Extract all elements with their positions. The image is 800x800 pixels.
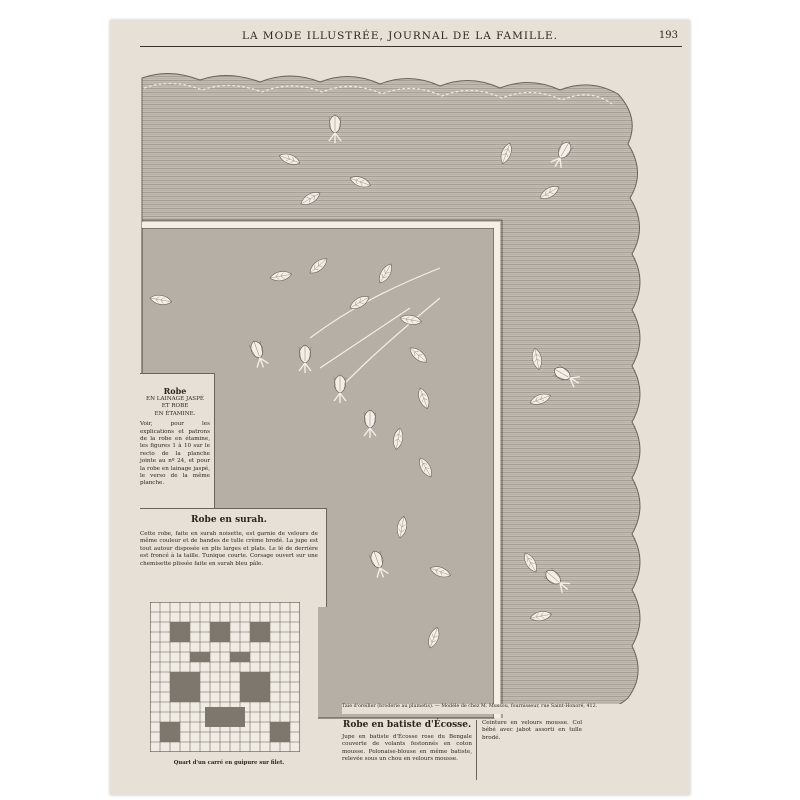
journal-title: LA MODE ILLUSTRÉE, JOURNAL DE LA FAMILLE. [242,30,558,42]
robe-subtitle-1: EN LAINAGE JASPÉ [146,396,204,402]
ceinture-block [482,720,582,760]
column-divider [476,720,477,780]
robe-surah-block [140,508,327,607]
robe-body: Voir, pour les explications et patrons de la robe en étamine, les figures 1 à 10 sur le recto de la planche jointe au nº 24, et pour la robe en lainage jaspé, le verso de la même planche. [140,421,210,487]
robe-heading: Robe [163,386,187,396]
robe-batiste-heading: Robe en batiste d'Écosse. [342,720,472,730]
robe-surah-heading: Robe en surah. [191,515,267,525]
taie-caption-right: — Modèle de chez M. Mussou, fournisseur, rue Saint-Honoré, 412. [434,704,598,709]
guipure-illustration [150,602,300,752]
robe-subtitle-2: ET ROBE [161,403,189,410]
guipure-caption: Quart d'un carré en guipure sur filet. [173,760,285,766]
robe-text-block [140,373,215,521]
robe-batiste-body: Jupe en batiste d'Écosse rose du Bengale couverte de volants festonnés en coton mousse. Polonaise-blouse en même batiste, relevée sous un chou en velours mousse. [342,734,472,763]
page-number: 193 [658,30,678,41]
taie-caption-left: Taie d'oreiller (broderie au plumetis). [342,704,434,709]
page-header [110,20,690,48]
header-rule [140,46,682,47]
ceinture-body: Ceinture en velours mousse. Col bébé avec jabot assorti en tulle brodé. [482,720,582,741]
magazine-page [110,20,690,795]
robe-batiste-block [342,720,472,792]
guipure-block [140,600,318,790]
robe-subtitle-3: EN ÉTAMINE. [154,410,196,417]
taie-caption [342,704,682,714]
robe-surah-body: Cette robe, faite en surah noisette, est garnie de velours de même couleur et de bandes de tulle crème brodé. La jupe est tout autour disposée en plis larges et plats. Le lé de derrière est froncé à la taille. Tunique courte. Corsage ouvert sur une chemisette plissée faite en surah bleu pâle. [140,531,318,567]
